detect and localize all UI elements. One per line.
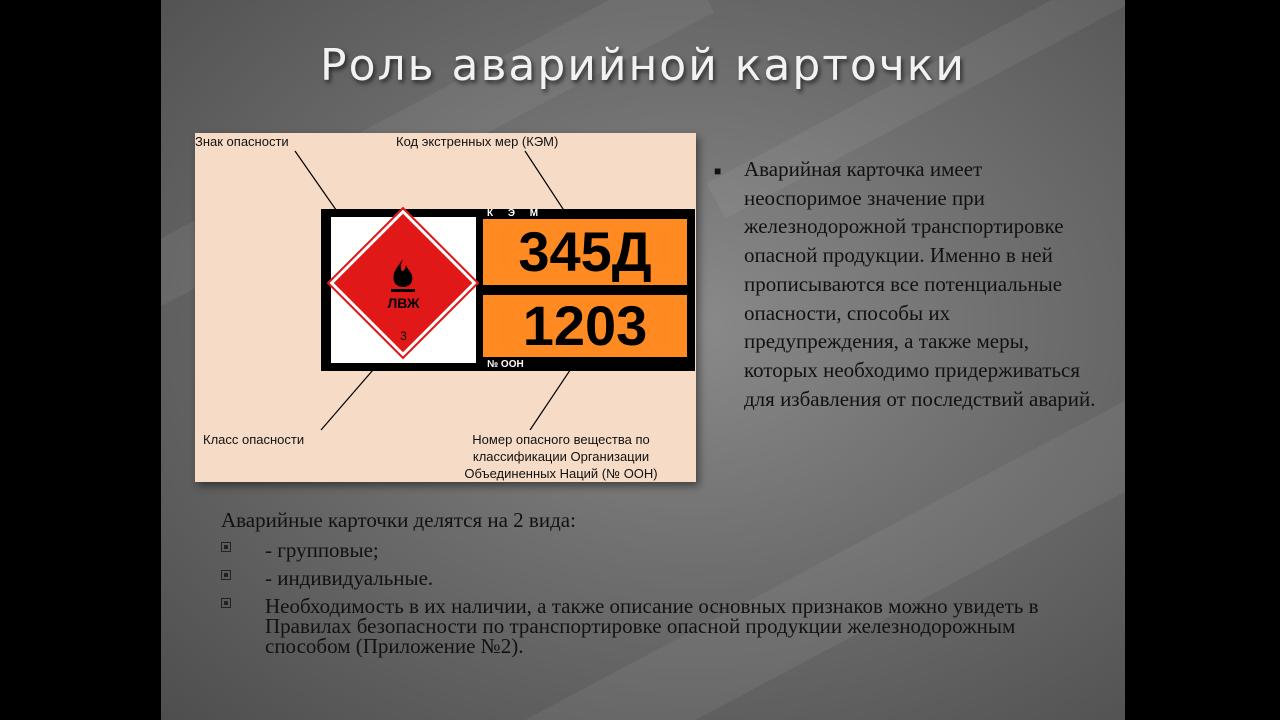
hazard-plate-figure [195,133,696,482]
label-un-number: Номер опасного вещества по классификации Организации Объединенных Наций (№ ООН) [464,432,658,481]
flame-icon [388,257,418,293]
list-item-text: Необходимость в их наличии, а также описание основных признаков можно увидеть в Правилах безопасности по транспортировке опасной продукции железнодорожным способом (Приложение №2). [265,594,1039,658]
slide [161,0,1125,720]
un-number-panel: 1203 [483,295,687,357]
bullet-box-icon [221,598,231,608]
hazard-plate [321,209,695,371]
list-item [221,568,1081,588]
diamond-text: ЛВЖ [387,295,420,311]
bullet-box-icon [221,570,231,580]
right-bullet-text: Аварийная карточка имеет неоспоримое значение при железнодорожной транспортировке опасной продукции. Именно в ней прописываются все потенциальные опасности, способы их предупреждения, а также меры, которых необходимо придерживаться для избавления от последствий аварий. [744,157,1096,411]
diamond-class: 3 [400,329,407,343]
right-bullet [714,155,1104,413]
label-hazard-class: Класс опасности [203,432,305,447]
label-kem-code: Код экстренных мер (КЭМ) [396,134,559,149]
un-tag: № ООН [487,359,524,370]
list-item [221,596,1081,656]
lower-heading: Аварийные карточки делятся на 2 вида: [221,508,576,532]
slide-title: Роль аварийной карточки [320,40,966,91]
bullet-box-icon [221,542,231,552]
bullet-square-icon: ■ [714,164,722,178]
kem-tag: К Э М [487,208,545,219]
list-item-text: - групповые; [265,538,379,562]
list-item-text: - индивидуальные. [265,566,434,590]
hazard-sign-panel [331,217,476,363]
lower-list [221,508,1081,656]
kem-code-panel: 345Д [483,219,687,285]
label-hazard-sign: Знак опасности [195,134,289,149]
list-item [221,540,1081,560]
